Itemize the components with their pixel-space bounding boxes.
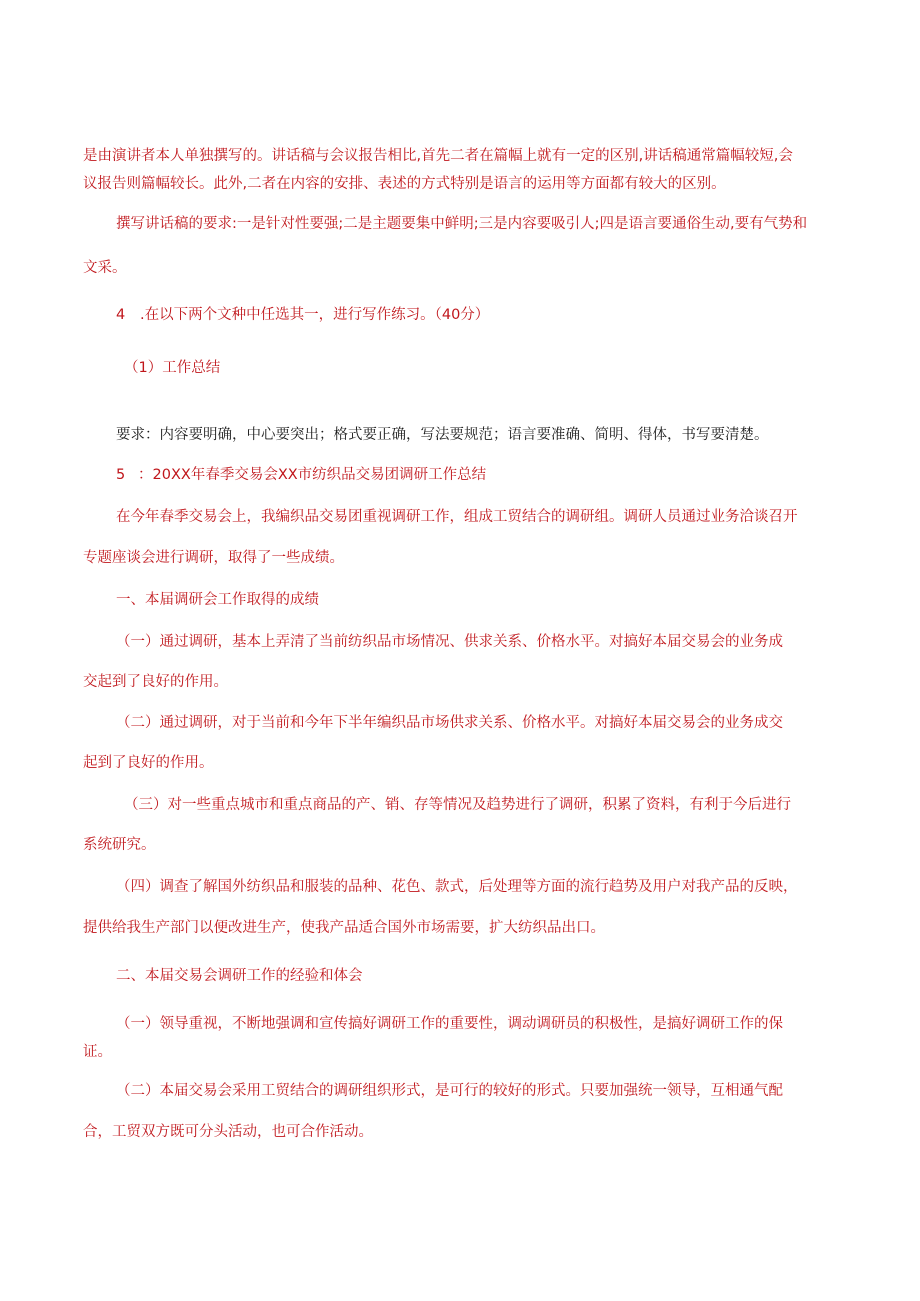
paragraph-line: 是由演讲者本人单独撰写的。讲话稿与会议报告相比,首先二者在篇幅上就有一定的区别,讲话稿通常篇幅较短,会 [83, 148, 793, 164]
list-item-line: 系统研究。 [83, 837, 156, 853]
list-item-line: 合，工贸双方既可分头活动，也可合作活动。 [83, 1124, 373, 1140]
list-item-line: （一）通过调研，基本上弄清了当前纺织品市场情况、供求关系、价格水平。对搞好本届交易会的业务成 [116, 634, 783, 650]
document-title: ：20XX年春季交易会XX市纺织品交易团调研工作总结 [138, 467, 487, 483]
list-item-line: 起到了良好的作用。 [83, 755, 214, 771]
list-item-line: 证。 [83, 1044, 112, 1060]
list-item-line: （三）对一些重点城市和重点商品的产、销、存等情况及趋势进行了调研，积累了资料，有利于今后进行 [124, 797, 791, 813]
option-label: （1）工作总结 [124, 360, 221, 376]
paragraph-line: 议报告则篇幅较长。此外,二者在内容的安排、表述的方式特别是语言的运用等方面都有较大的区别。 [83, 176, 726, 192]
paragraph-line: 文采。 [83, 260, 127, 276]
question-number: 5 [116, 467, 126, 483]
list-item-line: （二）本届交易会采用工贸结合的调研组织形式，是可行的较好的形式。只要加强统一领导，互相通气配 [116, 1083, 783, 1099]
section-heading: 一、本届调研会工作取得的成绩 [116, 592, 319, 608]
section-heading: 二、本届交易会调研工作的经验和体会 [116, 968, 363, 984]
list-item-line: 交起到了良好的作用。 [83, 674, 228, 690]
paragraph-line: 在今年春季交易会上，我编织品交易团重视调研工作，组成工贸结合的调研组。调研人员通过业务洽谈召开 [116, 509, 798, 525]
list-item-line: （二）通过调研，对于当前和今年下半年编织品市场供求关系、价格水平。对搞好本届交易会的业务成交 [116, 715, 783, 731]
list-item-line: 提供给我生产部门以便改进生产，使我产品适合国外市场需要，扩大纺织品出口。 [83, 920, 605, 936]
paragraph-line: 专题座谈会进行调研，取得了一些成绩。 [83, 550, 344, 566]
list-item-line: （四）调查了解国外纺织品和服装的品种、花色、款式，后处理等方面的流行趋势及用户对我产品的反映， [116, 879, 798, 895]
requirement-text: 要求：内容要明确，中心要突出；格式要正确，写法要规范；语言要准确、简明、得体，书写要清楚。 [116, 427, 769, 443]
paragraph-line: 撰写讲话稿的要求:一是针对性要强;二是主题要集中鲜明;三是内容要吸引人;四是语言要通俗生动,要有气势和 [116, 216, 808, 232]
question-number: 4 [116, 307, 126, 323]
question-text: .在以下两个文种中任选其一，进行写作练习。（40分） [140, 307, 490, 323]
list-item-line: （一）领导重视，不断地强调和宣传搞好调研工作的重要性，调动调研员的积极性，是搞好调研工作的保 [116, 1016, 783, 1032]
